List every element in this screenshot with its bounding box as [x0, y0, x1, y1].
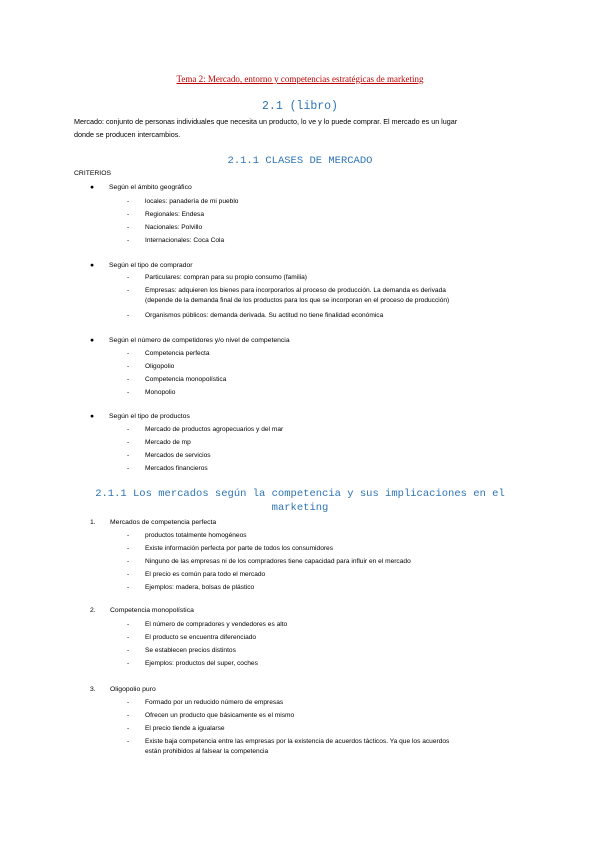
- list-item-text: Ninguno de las empresas ni de los compradores tiene capacidad para influir en el mercado: [145, 558, 411, 565]
- list-item-text: Nacionales: Polvillo: [145, 224, 203, 231]
- dash-icon: -: [127, 211, 130, 218]
- heading-line-2: marketing: [271, 502, 329, 514]
- dash-icon: -: [127, 584, 130, 591]
- dash-icon: -: [127, 198, 130, 205]
- dash-icon: -: [127, 350, 130, 357]
- dash-icon: -: [127, 452, 130, 459]
- bullet-icon: ●: [90, 184, 95, 191]
- list-item-text: El número de compradores y vendedores es alto: [145, 621, 288, 628]
- item-number: 1.: [90, 519, 96, 526]
- list-item-text: Formado por un reducido número de empresas: [145, 699, 284, 706]
- list-item-text: Se establecen precios distintos: [145, 647, 236, 654]
- list-item-text: productos totalmente homogéneos: [145, 532, 247, 539]
- list-item-text: Particulares: compran para su propio consumo (familia): [145, 274, 307, 281]
- list-item-text: Competencia perfecta: [145, 350, 210, 357]
- dash-icon: -: [127, 274, 130, 281]
- mercado-definition-line-2: donde se producen intercambios.: [74, 130, 181, 139]
- criterio-label: Según el número de competidores y/o nivel de competencia: [109, 337, 290, 344]
- dash-icon: -: [127, 426, 130, 433]
- list-item-text: Mercado de productos agropecuarios y del mar: [145, 426, 284, 433]
- bullet-icon: ●: [90, 262, 95, 269]
- list-item-text: Regionales: Endesa: [145, 211, 205, 218]
- criterio-label: Según el ámbito geográfico: [109, 184, 192, 191]
- dash-icon: -: [127, 439, 130, 446]
- item-number: 3.: [90, 686, 96, 693]
- list-item-text: Ofrecen un producto que básicamente es el mismo: [145, 712, 295, 719]
- list-item-text: Competencia monopolística: [145, 376, 227, 383]
- dash-icon: -: [127, 312, 130, 319]
- dash-icon: -: [127, 237, 130, 244]
- dash-icon: -: [127, 558, 130, 565]
- list-item-text: Mercado de mp: [145, 439, 191, 446]
- dash-icon: -: [127, 634, 130, 641]
- dash-icon: -: [127, 647, 130, 654]
- dash-icon: -: [127, 712, 130, 719]
- numbered-item-label: Competencia monopolística: [110, 607, 194, 614]
- list-item-text: Internacionales: Coca Cola: [145, 237, 225, 244]
- dash-icon: -: [127, 532, 130, 539]
- dash-icon: -: [127, 571, 130, 578]
- list-item-text: El precio tiende a igualarse: [145, 725, 225, 732]
- numbered-item-label: Oligopolio puro: [110, 686, 156, 693]
- dash-icon: -: [127, 376, 130, 383]
- list-item-text: El precio es común para todo el mercado: [145, 571, 266, 578]
- heading-line-1: 2.1.1 Los mercados según la competencia y sus implicaciones en el: [95, 488, 505, 500]
- dash-icon: -: [127, 363, 130, 370]
- list-item-text: Mercados de servicios: [145, 452, 211, 459]
- list-item-text: Monopolio: [145, 389, 176, 396]
- list-item-text: Oligopolio: [145, 363, 175, 370]
- bullet-icon: ●: [90, 337, 95, 344]
- criterios-label: CRITERIOS: [74, 170, 112, 177]
- list-item-text: Mercados financieros: [145, 465, 208, 472]
- dash-icon: -: [127, 699, 130, 706]
- dash-icon: -: [127, 738, 130, 745]
- item-number: 2.: [90, 607, 96, 614]
- criterio-label: Según el tipo de productos: [109, 413, 190, 420]
- list-item-text: Ejemplos: productos del super, coches: [145, 660, 258, 667]
- list-item-text: El producto se encuentra diferenciado: [145, 634, 257, 641]
- dash-icon: -: [127, 621, 130, 628]
- list-item-text-continued: (depende de la demanda final de los productos para los que se incorporan en el proceso de producción): [145, 297, 450, 304]
- dash-icon: -: [127, 224, 130, 231]
- numbered-item-label: Mercados de competencia perfecta: [110, 519, 217, 526]
- list-item-text: Existe información perfecta por parte de todos los consumidores: [145, 545, 334, 552]
- heading-clases-de-mercado: 2.1.1 CLASES DE MERCADO: [227, 155, 373, 167]
- heading-2-1: 2.1 (libro): [262, 100, 338, 113]
- list-item-text-continued: están prohibidos al falsear la competencia: [145, 748, 269, 755]
- list-item-text: Organismos públicos: demanda derivada. Su actitud no tiene finalidad económica: [145, 312, 384, 319]
- dash-icon: -: [127, 660, 130, 667]
- criterio-label: Según el tipo de comprador: [109, 262, 193, 269]
- list-item-text: Existe baja competencia entre las empresas por la existencia de acuerdos tácticos. Ya que los acuerdos: [145, 738, 450, 745]
- mercado-definition-line-1: Mercado: conjunto de personas individuales que necesita un producto, lo ve y lo puede comprar. El mercado es un lugar: [74, 117, 458, 126]
- dash-icon: -: [127, 287, 130, 294]
- dash-icon: -: [127, 545, 130, 552]
- list-item-text: Empresas: adquieren los bienes para incorporarlos al proceso de producción. La demanda es derivada: [145, 287, 446, 294]
- dash-icon: -: [127, 389, 130, 396]
- bullet-icon: ●: [90, 413, 95, 420]
- document-title: Tema 2: Mercado, entorno y competencias estratégicas de marketing: [176, 74, 424, 84]
- dash-icon: -: [127, 725, 130, 732]
- heading-mercados-segun-competencia: [70, 487, 530, 515]
- list-item-text: locales: panadería de mi pueblo: [145, 198, 239, 205]
- dash-icon: -: [127, 465, 130, 472]
- list-item-text: Ejemplos: madera, bolsas de plástico: [145, 584, 255, 591]
